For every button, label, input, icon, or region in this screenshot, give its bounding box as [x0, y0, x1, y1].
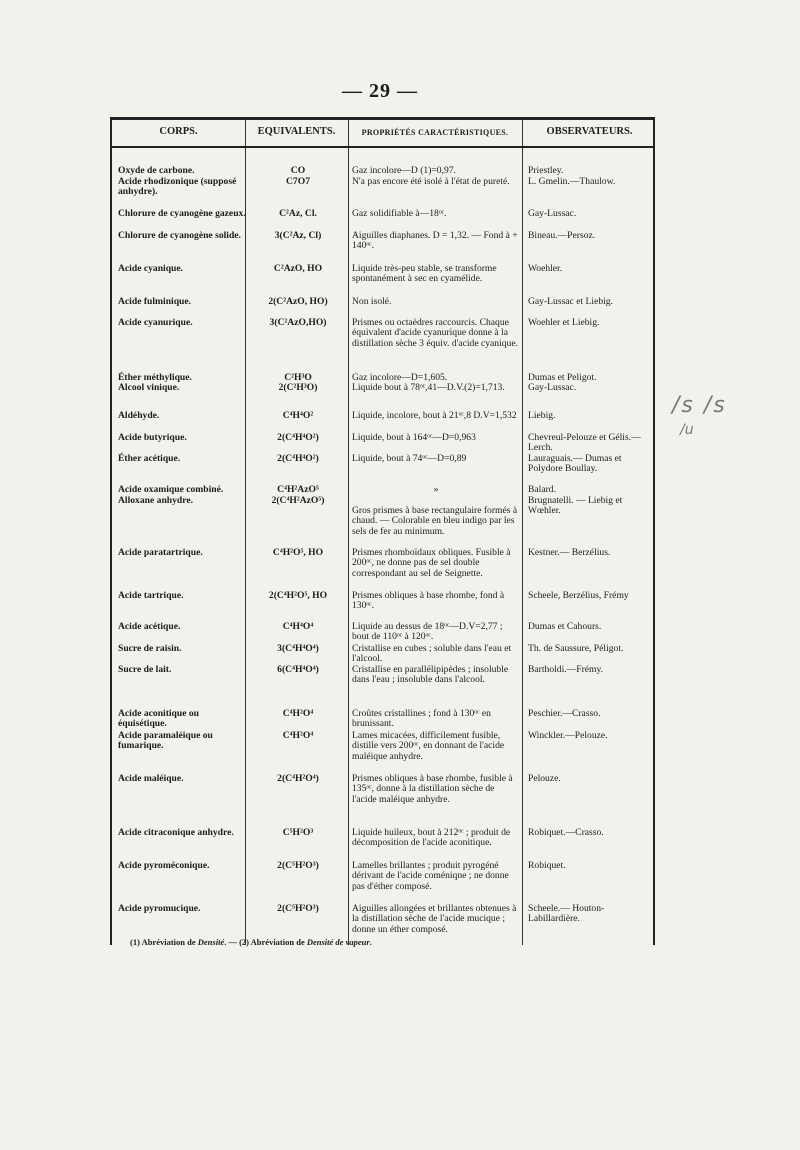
- cell-obs: Scheele, Berzélius, Frémy: [528, 590, 629, 601]
- cell-equiv: 2(C⁴H²O⁵, HO: [268, 590, 328, 601]
- footnote-text: .: [369, 937, 372, 947]
- cell-obs: Brugnatelli. — Liebig et Wœhler.: [528, 495, 623, 517]
- cell-obs: Pelouze.: [528, 773, 561, 784]
- cell-obs: Lauraguais.— Dumas et Polydore Boullay.: [528, 453, 622, 475]
- cell-corps: Chlorure de cyanogène solide.: [118, 230, 241, 241]
- cell-obs: Chevreul-Pelouze et Gélis.—Lerch.: [528, 432, 641, 454]
- cell-prop: »: [433, 484, 439, 495]
- cell-corps: Acide acétique.: [118, 621, 181, 632]
- cell-prop: Gros prismes à base rectangulaire formés à chaud. — Colorable en bleu indigo par les sels de fer au minimum.: [352, 505, 518, 537]
- cell-corps: Éther acétique.: [118, 453, 181, 464]
- cell-equiv: 2(C⁵H²O³): [277, 860, 319, 871]
- column-divider: [522, 120, 523, 945]
- cell-obs: Th. de Saussure, Péligot.: [528, 643, 624, 654]
- cell-obs: Kestner.— Berzélius.: [528, 547, 611, 558]
- cell-obs: Bartholdi.—Frémy.: [528, 664, 604, 675]
- cell-obs: Bineau.—Persoz.: [528, 230, 596, 241]
- cell-corps: Éther méthylique.: [118, 372, 192, 383]
- compounds-table: [110, 117, 655, 945]
- cell-prop: Liquide au dessus de 18ᵒᶜ—D.V=2,77 ; bout de 110ᵒᶜ à 120ᵒᶜ.: [352, 621, 503, 643]
- cell-corps: Acide citraconique anhydre.: [118, 827, 234, 838]
- cell-equiv: C⁴H²O⁴: [282, 730, 314, 741]
- cell-corps: Sucre de raisin.: [118, 643, 182, 654]
- cell-corps: Alcool vinique.: [118, 382, 180, 393]
- cell-equiv: C⁵H²O³: [282, 827, 314, 838]
- cell-prop: Cristallise en cubes ; soluble dans l'eau et l'alcool.: [352, 643, 512, 665]
- cell-corps: Acide pyroméconique.: [118, 860, 210, 871]
- cell-corps: Acide oxamique combiné.: [118, 484, 224, 495]
- cell-prop: Gaz incolore—D (1)=0,97.: [352, 165, 456, 176]
- cell-prop: Prismes obliques à base rhombe, fond à 130ᵒᶜ.: [352, 590, 505, 612]
- cell-equiv: C²AzO, HO: [273, 263, 323, 274]
- cell-corps: Acide pyromucique.: [118, 903, 201, 914]
- cell-prop: Liquide huileux, bout à 212ᵒᶜ ; produit de décomposition de l'acide aconitique.: [352, 827, 511, 849]
- header-equivalents: EQUIVALENTS.: [257, 126, 336, 137]
- cell-prop: Liquide bout à 78ᵒᶜ,41—D.V.(2)=1,713.: [352, 382, 505, 393]
- cell-obs: Robiquet.: [528, 860, 566, 871]
- cell-corps: Acide paratartrique.: [118, 547, 203, 558]
- cell-corps: Chlorure de cyanogène gazeux.: [118, 208, 246, 219]
- handwritten-margin-note: /u: [680, 422, 694, 438]
- cell-equiv: C7O7: [286, 176, 310, 187]
- cell-prop: Gaz incolore—D=1,605.: [352, 372, 448, 383]
- cell-equiv: 2(C⁴H²AzO⁵): [271, 495, 325, 506]
- cell-obs: L. Gmelin.—Thaulow.: [528, 176, 616, 187]
- header-observateurs: OBSERVATEURS.: [546, 126, 633, 137]
- cell-equiv: 2(C²H³O): [278, 382, 318, 393]
- table-header: [112, 120, 653, 148]
- cell-prop: Prismes rhomboïdaux obliques. Fusible à 200ᵒᶜ, ne donne pas de sel double correspondant au sel de Seignette.: [352, 547, 511, 579]
- cell-equiv: CO: [290, 165, 306, 176]
- cell-prop: Croûtes cristallines ; fond à 130ᵒᶜ en brunissant.: [352, 708, 491, 730]
- cell-equiv: 6(C⁴H⁴O⁴): [277, 664, 319, 675]
- cell-corps: Acide rhodizonique (supposé anhydre).: [118, 176, 237, 198]
- cell-corps: Acide butyrique.: [118, 432, 187, 443]
- cell-obs: Liebig.: [528, 410, 556, 421]
- header-corps: CORPS.: [159, 126, 198, 137]
- cell-prop: Non isolé.: [352, 296, 392, 307]
- cell-obs: Gay-Lussac.: [528, 382, 577, 393]
- cell-prop: Liquide, bout à 164ᵒᶜ—D=0,963: [352, 432, 476, 443]
- cell-corps: Acide cyanurique.: [118, 317, 193, 328]
- cell-equiv: C²H³O: [284, 372, 312, 383]
- cell-equiv: C⁴H⁴O⁴: [282, 621, 314, 632]
- cell-prop: N'a pas encore été isolé à l'état de pureté.: [352, 176, 510, 187]
- cell-prop: Liquide, incolore, bout à 21ᵒᶜ,8 D.V=1,532: [352, 410, 517, 421]
- cell-obs: Woehler.: [528, 263, 563, 274]
- footnote-text: (1) Abréviation de: [130, 937, 198, 947]
- cell-prop: Lamelles brillantes ; produit pyrogéné dérivant de l'acide coméniqne ; ne donne pas d'éther composé.: [352, 860, 509, 892]
- footnote-text: . — (2) Abréviation de: [224, 937, 307, 947]
- cell-equiv: 3(C⁴H⁴O⁴): [277, 643, 319, 654]
- cell-obs: Gay-Lussac et Liebig.: [528, 296, 613, 307]
- cell-equiv: C⁴H²AzO⁵: [277, 484, 319, 495]
- cell-obs: Balard.: [528, 484, 556, 495]
- cell-equiv: 3(C²Az, Cl): [274, 230, 322, 241]
- cell-prop: Lames micacées, difficilement fusible, distille vers 200ᵒᶜ, en donnant de l'acide maléique anhydre.: [352, 730, 505, 762]
- handwritten-margin-note: /s /s: [672, 393, 727, 418]
- cell-corps: Oxyde de carbone.: [118, 165, 195, 176]
- cell-prop: Gaz solidifiable à—18ᵒᶜ.: [352, 208, 447, 219]
- cell-obs: Robiquet.—Crasso.: [528, 827, 604, 838]
- cell-obs: Dumas et Cahours.: [528, 621, 602, 632]
- cell-equiv: 3(C²AzO,HO): [269, 317, 327, 328]
- cell-equiv: C⁴H²O⁴: [282, 708, 314, 719]
- header-proprietes: PROPRIÉTÉS CARACTÉRISTIQUES.: [361, 128, 509, 137]
- cell-obs: Scheele.— Houton-Labillardière.: [528, 903, 605, 925]
- cell-prop: Liquide très-peu stable, se transforme spontanément à sec en cyamélide.: [352, 263, 497, 285]
- cell-obs: Peschier.—Crasso.: [528, 708, 601, 719]
- cell-equiv: 2(C²AzO, HO): [268, 296, 328, 307]
- cell-equiv: 2(C⁵H²O³): [277, 903, 319, 914]
- column-divider: [245, 120, 246, 945]
- cell-equiv: C⁴H⁴O²: [282, 410, 314, 421]
- cell-corps: Acide tartrique.: [118, 590, 184, 601]
- column-divider: [348, 120, 349, 945]
- cell-corps: Acide fulminique.: [118, 296, 192, 307]
- cell-corps: Aldéhyde.: [118, 410, 160, 421]
- cell-obs: Priestley.: [528, 165, 564, 176]
- cell-obs: Dumas et Peligot.: [528, 372, 597, 383]
- cell-equiv: C²Az, Cl.: [279, 208, 317, 219]
- page-number: — 29 —: [342, 80, 418, 102]
- cell-equiv: C⁴H²O⁵, HO: [272, 547, 324, 558]
- cell-equiv: 2(C⁴H⁴O²): [277, 432, 319, 443]
- cell-prop: Liquide, bout à 74ᵒᶜ—D=0,89: [352, 453, 467, 464]
- cell-corps: Acide maléique.: [118, 773, 184, 784]
- cell-prop: Prismes ou octaèdres raccourcis. Chaque équivalent d'acide cyanurique donne à la distillation sèche 3 équiv. d'acide cyanique.: [352, 317, 519, 349]
- cell-corps: Alloxane anhydre.: [118, 495, 193, 506]
- cell-obs: Woehler et Liebig.: [528, 317, 600, 328]
- cell-prop: Cristallise en parallélipipèdes ; insoluble dans l'eau ; insoluble dans l'alcool.: [352, 664, 509, 686]
- footnote: [130, 937, 372, 947]
- cell-corps: Sucre de lait.: [118, 664, 172, 675]
- footnote-term: Densité: [197, 937, 225, 947]
- cell-prop: Aiguilles allongées et brillantes obtenues à la distillation sèche de l'acide mucique ; donne un éther composé.: [352, 903, 517, 935]
- cell-obs: Gay-Lussac.: [528, 208, 577, 219]
- cell-prop: Prismes obliques à base rhombe, fusible à 135ᵒᶜ, donne à la distillation sèche de l'acide maléique anhydre.: [352, 773, 513, 805]
- cell-corps: Acide cyanique.: [118, 263, 184, 274]
- cell-corps: Acide aconitique ou équisétique.: [118, 708, 200, 730]
- cell-prop: Aiguilles diaphanes. D = 1,32. — Fond à + 140ᵒᶜ.: [352, 230, 518, 252]
- cell-obs: Winckler.—Pelouze.: [528, 730, 608, 741]
- footnote-term: Densité de vapeur: [306, 937, 370, 947]
- cell-corps: Acide paramaléique ou fumarique.: [118, 730, 213, 752]
- cell-equiv: 2(C⁴H²O⁴): [277, 773, 319, 784]
- cell-equiv: 2(C⁴H⁴O²): [277, 453, 319, 464]
